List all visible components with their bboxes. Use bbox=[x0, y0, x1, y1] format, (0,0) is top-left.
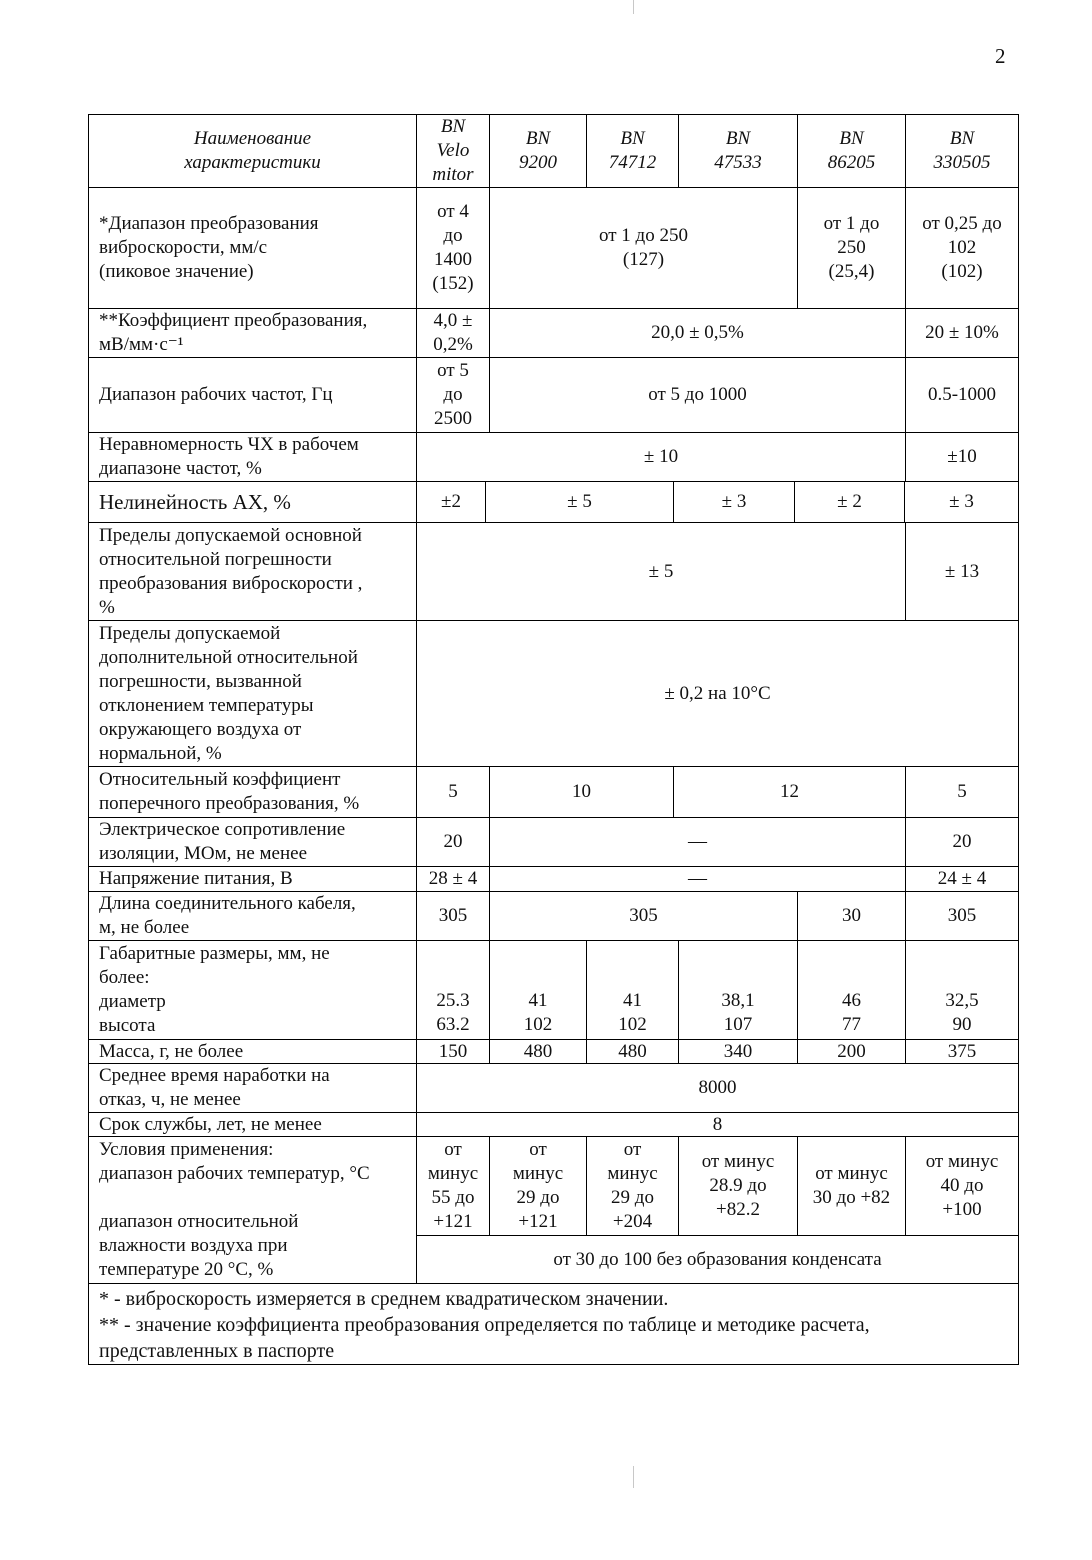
basic-error-330505: ± 13 bbox=[905, 522, 1019, 621]
header-model-86205: BN 86205 bbox=[797, 114, 906, 188]
scan-edge-line-top bbox=[633, 0, 634, 14]
velocity-range-velomitor: от 4 до 1400 (152) bbox=[416, 187, 490, 309]
velocity-range-86205: от 1 до 250 (25,4) bbox=[797, 187, 906, 309]
header-name-cell: Наименование характеристики bbox=[88, 114, 417, 188]
transverse-330505: 5 bbox=[905, 766, 1019, 818]
conditions-humidity-all: от 30 до 100 без образования конденсата bbox=[416, 1235, 1019, 1284]
basic-error-velomitor-86205: ± 5 bbox=[416, 522, 906, 621]
insulation-velomitor: 20 bbox=[416, 817, 490, 867]
conditions-temp-velomitor: от минус 55 до +121 bbox=[416, 1136, 490, 1236]
supply-voltage-330505: 24 ± 4 bbox=[905, 866, 1019, 892]
frequency-range-9200-86205: от 5 до 1000 bbox=[489, 357, 906, 433]
additional-error-all: ± 0,2 на 10°С bbox=[416, 620, 1019, 767]
sensitivity-label: **Коэффициент преобразования, мВ/мм·с⁻¹ bbox=[88, 308, 417, 358]
table-notes bbox=[88, 1283, 1019, 1365]
mass-74712: 480 bbox=[586, 1039, 679, 1064]
sensitivity-velomitor: 4,0 ± 0,2% bbox=[416, 308, 490, 358]
dimensions-9200: 41 102 bbox=[489, 940, 587, 1040]
nonlinearity-330505: ± 3 bbox=[904, 481, 1019, 523]
frequency-range-label: Диапазон рабочих частот, Гц bbox=[88, 357, 417, 433]
conditions-temp-86205: от минус 30 до +82 bbox=[797, 1136, 906, 1236]
nonlinearity-velomitor: ±2 bbox=[416, 481, 486, 523]
note-velocity-rms: * - виброскорость измеряется в среднем квадратическом значении. bbox=[99, 1288, 669, 1310]
mtbf-label: Среднее время наработки на отказ, ч, не менее bbox=[88, 1063, 417, 1113]
freq-response-velomitor-86205: ± 10 bbox=[416, 432, 906, 482]
velocity-range-330505: от 0,25 до 102 (102) bbox=[905, 187, 1019, 309]
conditions-temp-47533: от минус 28.9 до +82.2 bbox=[678, 1136, 798, 1236]
freq-response-330505: ±10 bbox=[905, 432, 1019, 482]
header-model-330505: BN 330505 bbox=[905, 114, 1019, 188]
header-model-74712: BN 74712 bbox=[586, 114, 679, 188]
mtbf-all: 8000 bbox=[416, 1063, 1019, 1113]
transverse-velomitor: 5 bbox=[416, 766, 490, 818]
mass-velomitor: 150 bbox=[416, 1039, 490, 1064]
nonlinearity-86205: ± 2 bbox=[794, 481, 905, 523]
dimensions-330505: 32,5 90 bbox=[905, 940, 1019, 1040]
nonlinearity-47533: ± 3 bbox=[673, 481, 795, 523]
mass-86205: 200 bbox=[797, 1039, 906, 1064]
dimensions-74712: 41 102 bbox=[586, 940, 679, 1040]
cable-length-velomitor: 305 bbox=[416, 891, 490, 941]
service-life-all: 8 bbox=[416, 1112, 1019, 1137]
header-model-velomitor: BN Velo mitor bbox=[416, 114, 490, 188]
dimensions-velomitor: 25.3 63.2 bbox=[416, 940, 490, 1040]
header-model-9200: BN 9200 bbox=[489, 114, 587, 188]
conditions-temp-9200: от минус 29 до +121 bbox=[489, 1136, 587, 1236]
velocity-range-label: *Диапазон преобразования виброскорости, мм/с (пиковое значение) bbox=[88, 187, 417, 309]
velocity-range-9200-47533: от 1 до 250 (127) bbox=[489, 187, 798, 309]
cable-length-label: Длина соединительного кабеля, м, не более bbox=[88, 891, 417, 941]
cable-length-330505: 305 bbox=[905, 891, 1019, 941]
insulation-9200-86205: — bbox=[489, 817, 906, 867]
cable-length-86205: 30 bbox=[797, 891, 906, 941]
service-life-label: Срок службы, лет, не менее bbox=[88, 1112, 417, 1137]
mass-label: Масса, г, не более bbox=[88, 1039, 417, 1064]
frequency-range-330505: 0.5-1000 bbox=[905, 357, 1019, 433]
scan-edge-line-bottom bbox=[633, 1466, 634, 1488]
sensitivity-330505: 20 ± 10% bbox=[905, 308, 1019, 358]
basic-error-label: Пределы допускаемой основной относительной погрешности преобразования виброскорости , % bbox=[88, 522, 417, 621]
transverse-47533-86205: 12 bbox=[673, 766, 906, 818]
mass-9200: 480 bbox=[489, 1039, 587, 1064]
cable-length-9200-47533: 305 bbox=[489, 891, 798, 941]
conditions-temp-330505: от минус 40 до +100 bbox=[905, 1136, 1019, 1236]
sensitivity-9200-86205: 20,0 ± 0,5% bbox=[489, 308, 906, 358]
supply-voltage-velomitor: 28 ± 4 bbox=[416, 866, 490, 892]
nonlinearity-label: Нелинейность АХ, % bbox=[88, 481, 417, 523]
dimensions-86205: 46 77 bbox=[797, 940, 906, 1040]
transverse-label: Относительный коэффициент поперечного преобразования, % bbox=[88, 766, 417, 818]
note-passport: представленных в паспорте bbox=[99, 1340, 335, 1362]
conditions-temp-74712: от минус 29 до +204 bbox=[586, 1136, 679, 1236]
conditions-label: Условия применения: диапазон рабочих температур, °С диапазон относительной влажности воздуха при температуре 20 °С, % bbox=[88, 1136, 417, 1284]
supply-voltage-label: Напряжение питания, В bbox=[88, 866, 417, 892]
nonlinearity-9200-74712: ± 5 bbox=[485, 481, 674, 523]
frequency-range-velomitor: от 5 до 2500 bbox=[416, 357, 490, 433]
additional-error-label: Пределы допускаемой дополнительной относительной погрешности, вызванной отклонением температуры окружающего воздуха от нормальной, % bbox=[88, 620, 417, 767]
page-number: 2 bbox=[995, 44, 1006, 68]
freq-response-label: Неравномерность ЧХ в рабочем диапазоне частот, % bbox=[88, 432, 417, 482]
transverse-9200-74712: 10 bbox=[489, 766, 674, 818]
insulation-label: Электрическое сопротивление изоляции, МОм, не менее bbox=[88, 817, 417, 867]
mass-330505: 375 bbox=[905, 1039, 1019, 1064]
dimensions-label: Габаритные размеры, мм, не более: диаметр высота bbox=[88, 940, 417, 1040]
insulation-330505: 20 bbox=[905, 817, 1019, 867]
header-model-47533: BN 47533 bbox=[678, 114, 798, 188]
supply-voltage-9200-86205: — bbox=[489, 866, 906, 892]
dimensions-47533: 38,1 107 bbox=[678, 940, 798, 1040]
mass-47533: 340 bbox=[678, 1039, 798, 1064]
note-sensitivity-method: ** - значение коэффициента преобразования определяется по таблице и методике расчета, bbox=[99, 1314, 870, 1336]
